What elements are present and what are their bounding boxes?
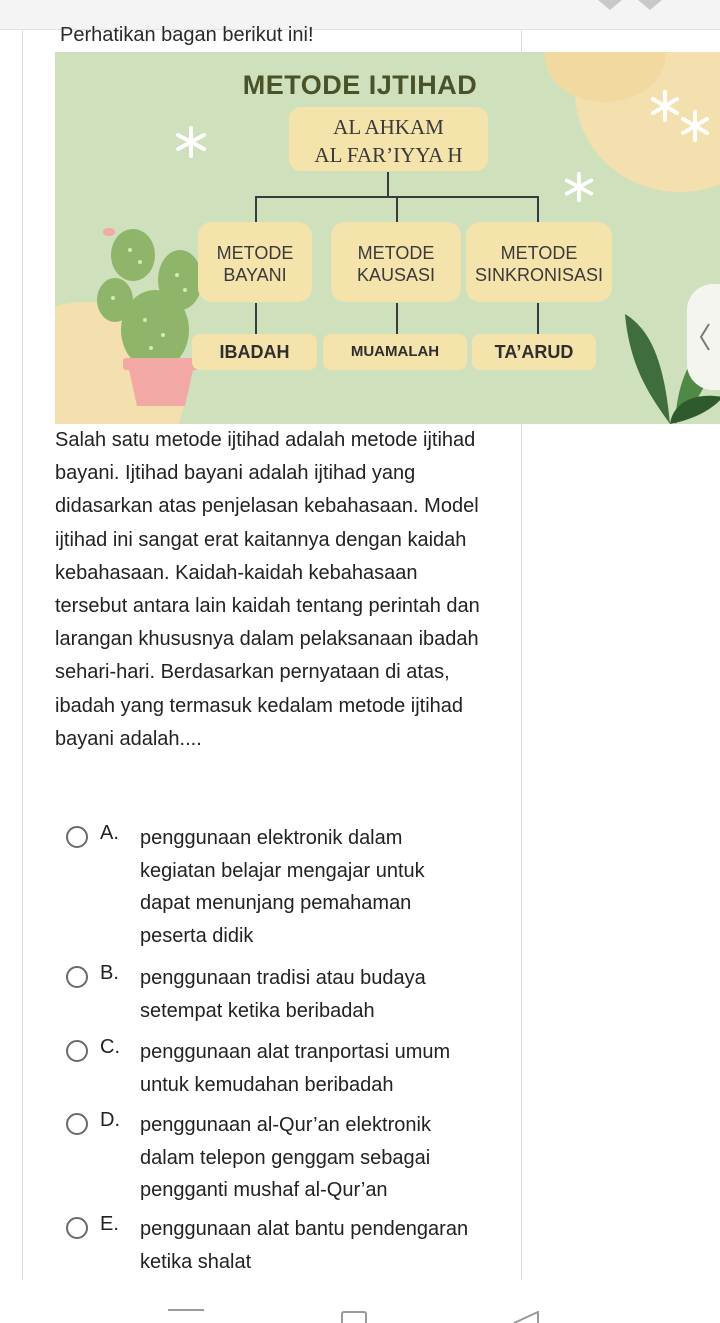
option-letter: C. xyxy=(100,1036,120,1058)
system-nav-bar xyxy=(0,1285,720,1323)
option-letter: A. xyxy=(100,822,119,844)
area-box-taarud: TA’ARUD xyxy=(472,334,596,370)
option-text: penggunaan alat tranportasi umum untuk kemudahan beribadah xyxy=(140,1041,451,1096)
connector-line xyxy=(387,172,389,196)
connector-line xyxy=(255,196,257,222)
radio-button[interactable] xyxy=(66,826,88,848)
recents-nav-icon[interactable] xyxy=(168,1309,204,1313)
question-intro: Perhatikan bagan berikut ini! xyxy=(60,24,314,46)
card-left-border xyxy=(22,30,23,1280)
question-paragraph: Salah satu metode ijtihad adalah metode ijtihad bayani. Ijtihad bayani adalah ijtihad yang didasarkan atas penjelasan kebahasaan. Model ijtihad ini sangat erat kaitannya dengan kaidah kebahasaan. Kaidah-kaidah kebahasaan tersebut antara lain kaidah tentang perintah dan larangan khususnya dalam pelaksanaan ibadah sehari-hari. Berdasarkan pernyataan di atas, ibadah yang termasuk kedalam metode ijtihad bayani adalah.... xyxy=(55,429,480,750)
diagram-root-line1: AL AHKAM xyxy=(333,115,444,139)
top-bar-decoration-icon xyxy=(598,0,622,10)
diagram-root-box xyxy=(289,107,488,171)
connector-line xyxy=(537,196,539,222)
connector-line xyxy=(396,196,398,222)
method-box-bayani: METODE BAYANI xyxy=(198,222,312,302)
radio-button[interactable] xyxy=(66,1113,88,1135)
cactus-illustration xyxy=(85,220,215,410)
option-letter: B. xyxy=(100,962,119,984)
star-flower-icon xyxy=(562,170,596,204)
connector-line xyxy=(396,303,398,335)
radio-button[interactable] xyxy=(66,1217,88,1239)
diagram-title: METODE IJTIHAD xyxy=(242,70,478,100)
area-box-muamalah: MUAMALAH xyxy=(323,334,467,370)
option-letter: D. xyxy=(100,1109,120,1131)
carousel-chevron-left-icon[interactable] xyxy=(687,284,720,390)
square-nav-icon[interactable] xyxy=(340,1311,368,1323)
top-bar-decoration-icon xyxy=(638,0,662,10)
connector-line xyxy=(255,303,257,335)
option-text: penggunaan alat bantu pendengaran ketika shalat xyxy=(140,1218,469,1273)
connector-line xyxy=(537,303,539,335)
option-letter: E. xyxy=(100,1213,119,1235)
option-text: penggunaan elektronik dalam kegiatan belajar mengajar untuk dapat menunjang pemahaman peserta didik xyxy=(140,827,425,947)
radio-button[interactable] xyxy=(66,966,88,988)
method-box-kausasi: METODE KAUSASI xyxy=(331,222,461,302)
method-box-sinkronisasi: METODE SINKRONISASI xyxy=(466,222,612,302)
area-box-ibadah: IBADAH xyxy=(192,334,317,370)
option-text: penggunaan tradisi atau budaya setempat ketika beribadah xyxy=(140,967,426,1022)
diagram-root-line2: AL FAR’IYYA H xyxy=(314,143,463,167)
star-flower-icon xyxy=(173,124,209,160)
radio-button[interactable] xyxy=(66,1040,88,1062)
triangle-nav-icon[interactable] xyxy=(512,1311,540,1323)
option-text: penggunaan al-Qur’an elektronik dalam telepon genggam sebagai pengganti mushaf al-Qur’an xyxy=(140,1114,431,1201)
